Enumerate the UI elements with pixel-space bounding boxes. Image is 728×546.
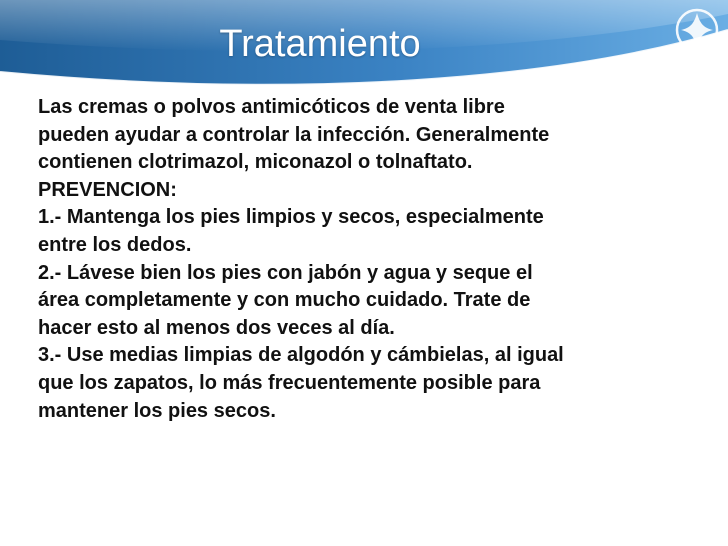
body-line: que los zapatos, lo más frecuentemente posible para [38,371,541,394]
body-line: 1.- Mantenga los pies limpios y secos, especialmente [38,206,544,229]
body-line: 2.- Lávese bien los pies con jabón y agua y seque el [38,261,533,284]
star-logo-icon [674,6,720,54]
body-line: pueden ayudar a controlar la infección. Generalmente [38,123,550,146]
slide-title: Tratamiento [219,23,421,65]
body-text [38,94,688,425]
body-line: entre los dedos. [38,233,192,256]
body-line: contienen clotrimazol, miconazol o tolnaftato. [38,151,473,174]
section-heading: PREVENCION: [38,178,177,201]
body-line: 3.- Use medias limpias de algodón y cámbielas, al igual [38,344,564,367]
body-line: mantener los pies secos. [38,399,276,422]
body-line: hacer esto al menos dos veces al día. [38,316,395,339]
body-line: área completamente y con mucho cuidado. Trate de [38,289,531,312]
body-line: Las cremas o polvos antimicóticos de venta libre [38,96,505,118]
